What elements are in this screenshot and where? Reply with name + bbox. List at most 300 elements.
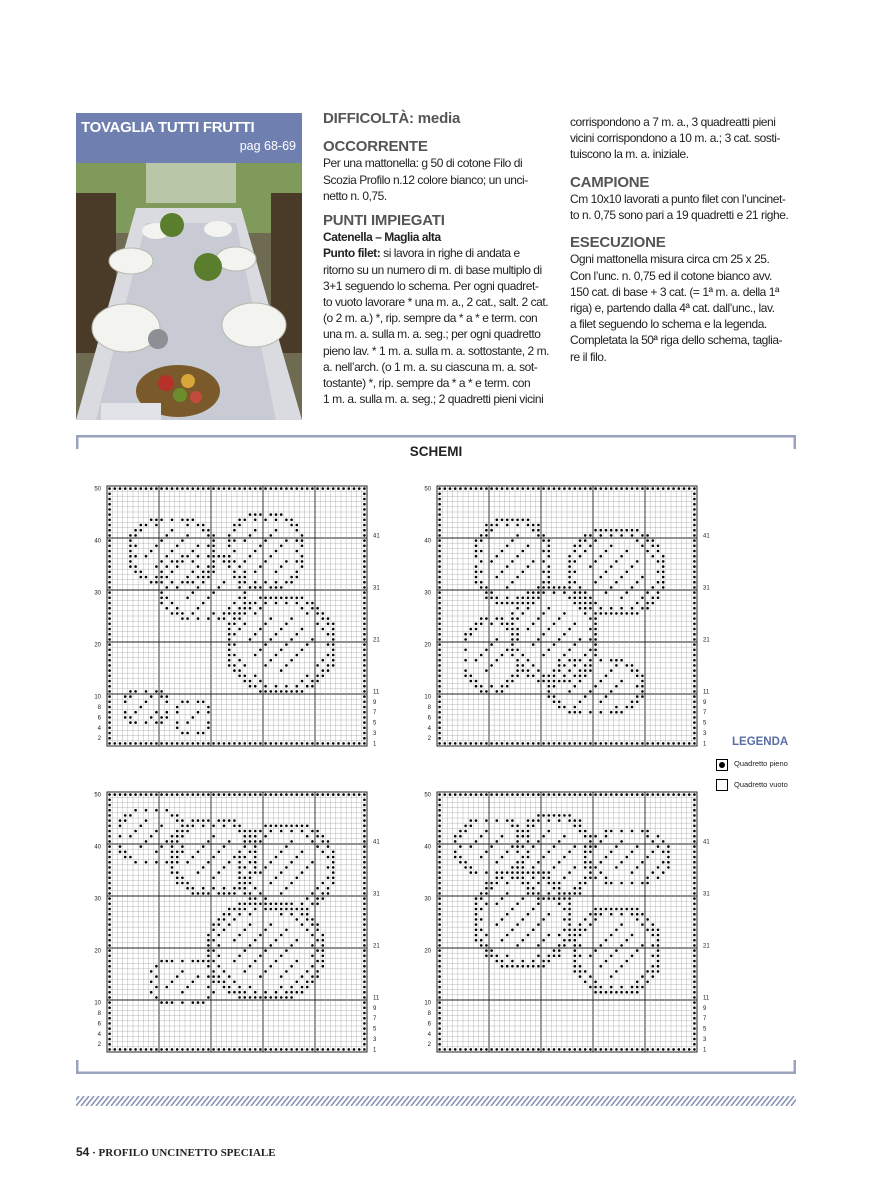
filled-square xyxy=(249,897,252,900)
filled-square xyxy=(693,519,696,522)
filled-square xyxy=(145,840,148,843)
filled-square xyxy=(212,991,215,994)
filled-square xyxy=(693,675,696,678)
filled-square xyxy=(223,487,226,490)
filled-square xyxy=(301,986,304,989)
filled-square xyxy=(186,487,189,490)
filled-square xyxy=(285,903,288,906)
filled-square xyxy=(363,586,366,589)
filled-square xyxy=(537,955,540,958)
filled-square xyxy=(574,887,577,890)
filled-square xyxy=(218,819,221,822)
filled-square xyxy=(171,960,174,963)
filled-square xyxy=(485,690,488,693)
filled-square xyxy=(108,607,111,610)
text-line: Completata la 50ª riga dello schema, taglia- xyxy=(570,333,783,348)
filled-square xyxy=(218,934,221,937)
filled-square xyxy=(181,539,184,542)
filled-square xyxy=(470,680,473,683)
filled-square xyxy=(626,991,629,994)
filled-square xyxy=(363,1012,366,1015)
filled-square xyxy=(496,882,499,885)
filled-square xyxy=(223,918,226,921)
filled-square xyxy=(548,934,551,937)
filled-square xyxy=(641,607,644,610)
filled-square xyxy=(542,675,545,678)
filled-square xyxy=(301,871,304,874)
filled-square xyxy=(264,597,267,600)
filled-square xyxy=(605,856,608,859)
filled-square xyxy=(693,633,696,636)
filled-square xyxy=(108,1007,111,1010)
filled-square xyxy=(280,669,283,672)
filled-square xyxy=(620,1048,623,1051)
filled-square xyxy=(605,960,608,963)
filled-square xyxy=(568,581,571,584)
filled-square xyxy=(176,487,179,490)
filled-square xyxy=(264,581,267,584)
filled-square xyxy=(646,877,649,880)
filled-square xyxy=(228,487,231,490)
filled-square xyxy=(553,887,556,890)
filled-square xyxy=(280,908,283,911)
filled-square xyxy=(542,814,545,817)
filled-square xyxy=(579,539,582,542)
filled-square xyxy=(249,913,252,916)
filled-square xyxy=(306,1048,309,1051)
filled-square xyxy=(693,1048,696,1051)
filled-square xyxy=(522,861,525,864)
filled-square xyxy=(233,539,236,542)
filled-square xyxy=(218,923,221,926)
filled-square xyxy=(363,845,366,848)
filled-square xyxy=(155,742,158,745)
filled-square xyxy=(594,949,597,952)
text-line: 3+1 seguendo lo schema. Per ogni quadret- xyxy=(323,278,539,293)
filled-square xyxy=(171,871,174,874)
filled-square xyxy=(249,871,252,874)
filled-square xyxy=(464,659,467,662)
filled-square xyxy=(506,871,509,874)
filled-square xyxy=(657,965,660,968)
filled-square xyxy=(254,586,257,589)
filled-square xyxy=(584,981,587,984)
filled-square xyxy=(579,923,582,926)
filled-square xyxy=(579,975,582,978)
filled-square xyxy=(605,939,608,942)
filled-square xyxy=(186,793,189,796)
filled-square xyxy=(574,965,577,968)
filled-square xyxy=(693,840,696,843)
filled-square xyxy=(693,571,696,574)
filled-square xyxy=(108,732,111,735)
filled-square xyxy=(296,981,299,984)
filled-square xyxy=(693,669,696,672)
filled-square xyxy=(363,851,366,854)
filled-square xyxy=(181,825,184,828)
filled-square xyxy=(438,887,441,890)
filled-square xyxy=(490,560,493,563)
filled-square xyxy=(124,819,127,822)
filled-square xyxy=(620,908,623,911)
filled-square xyxy=(316,975,319,978)
filled-square xyxy=(584,664,587,667)
filled-square xyxy=(532,1048,535,1051)
filled-square xyxy=(160,793,163,796)
filled-square xyxy=(186,555,189,558)
filled-square xyxy=(270,638,273,641)
filled-square xyxy=(280,565,283,568)
filled-square xyxy=(683,793,686,796)
filled-square xyxy=(275,908,278,911)
filled-square xyxy=(238,576,241,579)
filled-square xyxy=(124,716,127,719)
filled-square xyxy=(501,856,504,859)
filled-square xyxy=(688,1048,691,1051)
filled-square xyxy=(140,576,143,579)
filled-square xyxy=(280,892,283,895)
filled-square xyxy=(358,487,361,490)
filled-square xyxy=(615,706,618,709)
filled-square xyxy=(527,524,530,527)
filled-square xyxy=(636,981,639,984)
row-label-left: 10 xyxy=(94,694,101,701)
filled-square xyxy=(438,918,441,921)
filled-square xyxy=(537,591,540,594)
filled-square xyxy=(516,524,519,527)
filled-square xyxy=(285,908,288,911)
filled-square xyxy=(108,534,111,537)
filled-square xyxy=(259,934,262,937)
filled-square xyxy=(254,612,257,615)
filled-square xyxy=(363,649,366,652)
filled-square xyxy=(480,560,483,563)
filled-square xyxy=(626,612,629,615)
filled-square xyxy=(363,799,366,802)
filled-square xyxy=(218,617,221,620)
filled-square xyxy=(363,1038,366,1041)
filled-square xyxy=(584,929,587,932)
filled-square xyxy=(553,623,556,626)
filled-square xyxy=(506,819,509,822)
filled-square xyxy=(470,628,473,631)
filled-square xyxy=(301,487,304,490)
filled-square xyxy=(254,856,257,859)
filled-square xyxy=(480,586,483,589)
text-line: a. nell’arch. (o 1 m. a. su ciascuna m. a. sot- xyxy=(323,359,538,374)
filled-square xyxy=(171,581,174,584)
filled-square xyxy=(620,840,623,843)
filled-square xyxy=(615,581,618,584)
filled-square xyxy=(693,643,696,646)
filled-square xyxy=(233,654,236,657)
chart-3 xyxy=(94,792,380,1053)
filled-square xyxy=(636,685,639,688)
filled-square xyxy=(532,929,535,932)
filled-square xyxy=(657,550,660,553)
filled-square xyxy=(568,586,571,589)
filled-square xyxy=(150,835,153,838)
filled-square xyxy=(280,955,283,958)
filled-square xyxy=(233,524,236,527)
filled-square xyxy=(558,680,561,683)
filled-square xyxy=(652,923,655,926)
filled-square xyxy=(197,892,200,895)
text-line: corrispondono a 7 m. a., 3 quadreatti pieni xyxy=(570,115,776,129)
filled-square xyxy=(134,565,137,568)
filled-square xyxy=(444,1048,447,1051)
filled-square xyxy=(181,487,184,490)
filled-square xyxy=(449,487,452,490)
filled-square xyxy=(693,654,696,657)
filled-square xyxy=(636,539,639,542)
filled-square xyxy=(192,819,195,822)
filled-square xyxy=(464,1048,467,1051)
filled-square xyxy=(337,1048,340,1051)
filled-square xyxy=(363,643,366,646)
filled-square xyxy=(532,597,535,600)
filled-square xyxy=(501,835,504,838)
filled-square xyxy=(615,711,618,714)
filled-square xyxy=(516,649,519,652)
filled-square xyxy=(327,643,330,646)
filled-square xyxy=(301,851,304,854)
filled-square xyxy=(316,664,319,667)
filled-square xyxy=(584,877,587,880)
filled-square xyxy=(485,851,488,854)
filled-square xyxy=(522,877,525,880)
filled-square xyxy=(108,871,111,874)
filled-square xyxy=(662,793,665,796)
filled-square xyxy=(662,861,665,864)
filled-square xyxy=(134,793,137,796)
filled-square xyxy=(631,871,634,874)
filled-square xyxy=(506,680,509,683)
filled-square xyxy=(657,877,660,880)
filled-square xyxy=(548,649,551,652)
filled-square xyxy=(207,727,210,730)
filled-square xyxy=(207,534,210,537)
filled-square xyxy=(605,571,608,574)
filled-square xyxy=(527,597,530,600)
filled-square xyxy=(683,487,686,490)
filled-square xyxy=(454,1048,457,1051)
filled-square xyxy=(296,487,299,490)
filled-square xyxy=(233,887,236,890)
filled-square xyxy=(108,835,111,838)
filled-square xyxy=(589,487,592,490)
filled-square xyxy=(646,882,649,885)
filled-square xyxy=(311,955,314,958)
filled-square xyxy=(108,845,111,848)
filled-square xyxy=(501,623,504,626)
filled-square xyxy=(475,581,478,584)
filled-square xyxy=(631,913,634,916)
filled-square xyxy=(589,1048,592,1051)
filled-square xyxy=(181,617,184,620)
filled-square xyxy=(353,1048,356,1051)
filled-square xyxy=(501,487,504,490)
filled-square xyxy=(181,732,184,735)
filled-square xyxy=(348,1048,351,1051)
filled-square xyxy=(553,586,556,589)
filled-square xyxy=(678,487,681,490)
filled-square xyxy=(693,545,696,548)
filled-square xyxy=(693,659,696,662)
filled-square xyxy=(444,742,447,745)
filled-square xyxy=(589,923,592,926)
filled-square xyxy=(238,586,241,589)
filled-square xyxy=(438,487,441,490)
filled-square xyxy=(438,550,441,553)
filled-square xyxy=(438,866,441,869)
filled-square xyxy=(254,991,257,994)
filled-square xyxy=(233,1048,236,1051)
row-label-left: 30 xyxy=(424,590,431,597)
filled-square xyxy=(475,539,478,542)
filled-square xyxy=(254,908,257,911)
filled-square xyxy=(322,882,325,885)
filled-square xyxy=(522,939,525,942)
filled-square xyxy=(511,628,514,631)
filled-square xyxy=(693,975,696,978)
filled-square xyxy=(480,918,483,921)
filled-square xyxy=(275,991,278,994)
filled-square xyxy=(652,602,655,605)
filled-square xyxy=(155,519,158,522)
filled-square xyxy=(589,913,592,916)
filled-square xyxy=(228,991,231,994)
filled-square xyxy=(558,659,561,662)
filled-square xyxy=(290,597,293,600)
filled-square xyxy=(693,576,696,579)
filled-square xyxy=(176,706,179,709)
filled-square xyxy=(626,742,629,745)
filled-square xyxy=(238,825,241,828)
filled-square xyxy=(290,996,293,999)
filled-square xyxy=(475,934,478,937)
filled-square xyxy=(438,1033,441,1036)
row-label-right: 21 xyxy=(373,637,380,644)
filled-square xyxy=(527,887,530,890)
filled-square xyxy=(652,944,655,947)
filled-square xyxy=(464,830,467,833)
filled-square xyxy=(438,944,441,947)
filled-square xyxy=(332,1048,335,1051)
filled-square xyxy=(475,742,478,745)
filled-square xyxy=(244,581,247,584)
filled-square xyxy=(176,1048,179,1051)
filled-square xyxy=(244,892,247,895)
filled-square xyxy=(516,861,519,864)
filled-square xyxy=(485,591,488,594)
filled-square xyxy=(620,534,623,537)
filled-square xyxy=(129,721,132,724)
filled-square xyxy=(363,871,366,874)
filled-square xyxy=(610,793,613,796)
filled-square xyxy=(610,1048,613,1051)
filled-square xyxy=(150,550,153,553)
filled-square xyxy=(438,871,441,874)
filled-square xyxy=(693,638,696,641)
filled-square xyxy=(563,908,566,911)
filled-square xyxy=(527,519,530,522)
filled-square xyxy=(108,799,111,802)
filled-square xyxy=(171,742,174,745)
filled-square xyxy=(238,934,241,937)
filled-square xyxy=(275,685,278,688)
filled-square xyxy=(615,529,618,532)
filled-square xyxy=(537,944,540,947)
filled-square xyxy=(532,623,535,626)
filled-square xyxy=(470,871,473,874)
filled-square xyxy=(511,654,514,657)
filled-square xyxy=(155,524,158,527)
filled-square xyxy=(506,628,509,631)
filled-square xyxy=(322,944,325,947)
filled-square xyxy=(646,835,649,838)
filled-square xyxy=(511,742,514,745)
filled-square xyxy=(605,675,608,678)
filled-square xyxy=(548,960,551,963)
filled-square xyxy=(584,856,587,859)
filled-square xyxy=(166,586,169,589)
filled-square xyxy=(108,638,111,641)
filled-square xyxy=(475,550,478,553)
filled-square xyxy=(301,628,304,631)
filled-square xyxy=(186,732,189,735)
filled-square xyxy=(207,742,210,745)
filled-square xyxy=(652,965,655,968)
row-label-right: 21 xyxy=(703,637,710,644)
filled-square xyxy=(568,871,571,874)
filled-square xyxy=(228,986,231,989)
filled-square xyxy=(223,970,226,973)
filled-square xyxy=(522,882,525,885)
filled-square xyxy=(306,929,309,932)
filled-square xyxy=(620,986,623,989)
filled-square xyxy=(301,649,304,652)
filled-square xyxy=(108,524,111,527)
filled-square xyxy=(438,597,441,600)
filled-square xyxy=(589,742,592,745)
filled-square xyxy=(537,742,540,745)
filled-square xyxy=(171,550,174,553)
filled-square xyxy=(259,545,262,548)
filled-square xyxy=(662,576,665,579)
filled-square xyxy=(516,555,519,558)
filled-square xyxy=(438,981,441,984)
filled-square xyxy=(290,944,293,947)
filled-square xyxy=(244,680,247,683)
filled-square xyxy=(197,565,200,568)
filled-square xyxy=(693,799,696,802)
filled-square xyxy=(438,508,441,511)
filled-square xyxy=(574,623,577,626)
filled-square xyxy=(212,545,215,548)
filled-square xyxy=(254,487,257,490)
difficulty-heading: DIFFICOLTÀ: media xyxy=(323,110,461,127)
filled-square xyxy=(316,830,319,833)
row-label-left: 4 xyxy=(427,1031,431,1038)
filled-square xyxy=(233,529,236,532)
filled-square xyxy=(563,856,566,859)
filled-square xyxy=(584,597,587,600)
filled-square xyxy=(516,965,519,968)
filled-square xyxy=(657,949,660,952)
filled-square xyxy=(108,519,111,522)
filled-square xyxy=(301,545,304,548)
